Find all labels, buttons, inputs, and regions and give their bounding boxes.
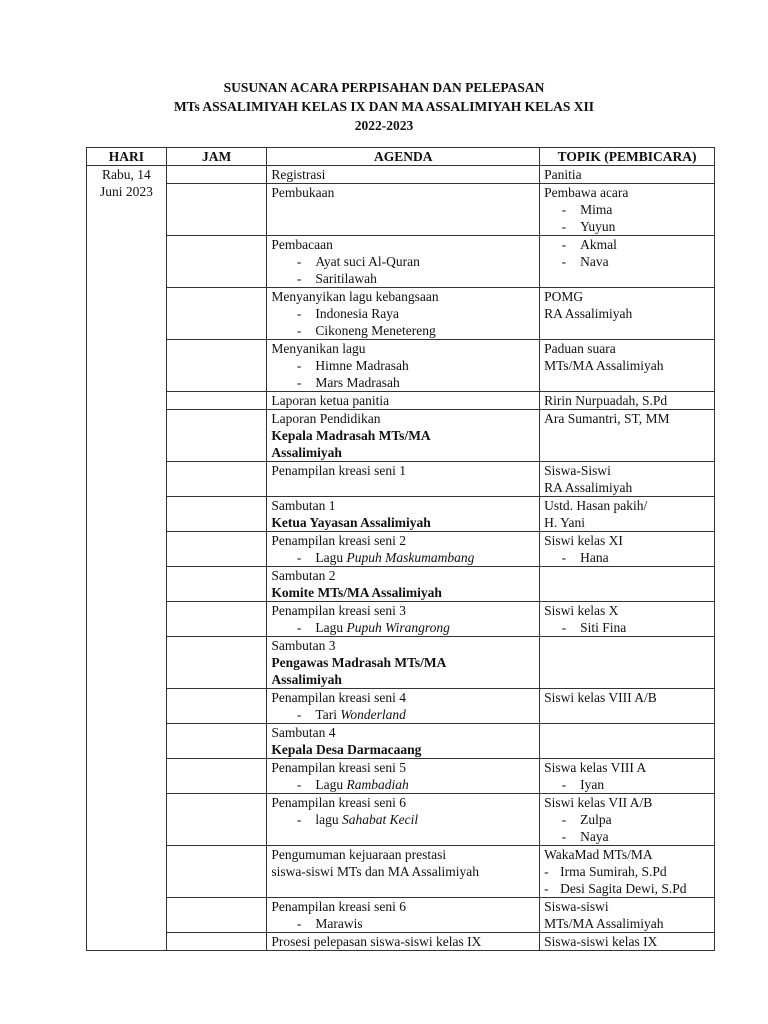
- header-agenda: AGENDA: [267, 148, 540, 166]
- table-row: [87, 724, 715, 759]
- dash-bullet: -: [561, 202, 567, 217]
- topik-text-2: MTs/MA Assalimiyah: [544, 916, 664, 931]
- jam-cell: [166, 462, 267, 497]
- agenda-text: Penampilan kreasi seni 6: [271, 795, 407, 810]
- topik-text: Siswi kelas VIII A/B: [544, 690, 657, 705]
- topik-sub-item: [544, 811, 710, 828]
- agenda-cell: [267, 166, 540, 184]
- topik-text: Siswa kelas VIII A: [544, 760, 647, 775]
- agenda-cell: [267, 602, 540, 637]
- jam-cell: [166, 236, 267, 288]
- table-row: [87, 759, 715, 794]
- dash-bullet: -: [296, 271, 302, 286]
- table-row: [87, 288, 715, 340]
- jam-cell: [166, 410, 267, 462]
- dash-bullet: -: [296, 812, 302, 827]
- agenda-bold-text: Pengawas Madrasah MTs/MA: [271, 655, 447, 670]
- jam-cell: [166, 392, 267, 410]
- dash-bullet: -: [561, 777, 567, 792]
- hari-line-1: Rabu, 14: [102, 167, 151, 182]
- topik-sub-text: Naya: [580, 829, 609, 844]
- agenda-text: Penampilan kreasi seni 6: [271, 899, 407, 914]
- agenda-sub-item: [271, 270, 535, 287]
- agenda-sub-item: [271, 357, 535, 374]
- jam-cell: [166, 724, 267, 759]
- jam-cell: [166, 794, 267, 846]
- agenda-cell: [267, 497, 540, 532]
- topik-sub-text: Iyan: [580, 777, 605, 792]
- topik-text: Siswi kelas VII A/B: [544, 795, 653, 810]
- dash-bullet: -: [296, 620, 302, 635]
- agenda-cell: [267, 462, 540, 497]
- agenda-cell: [267, 410, 540, 462]
- jam-cell: [166, 288, 267, 340]
- topik-sub-item: [544, 253, 710, 270]
- table-row: [87, 602, 715, 637]
- agenda-text-2: siswa-siswi MTs dan MA Assalimiyah: [271, 864, 479, 879]
- header-topik: TOPIK (PEMBICARA): [540, 148, 715, 166]
- agenda-text: Menyanyikan lagu kebangsaan: [271, 289, 439, 304]
- table-header-row: [87, 148, 715, 166]
- topik-cell: [540, 933, 715, 951]
- agenda-sub-item: [271, 776, 535, 793]
- agenda-text: Pembukaan: [271, 185, 335, 200]
- topik-text: POMG: [544, 289, 584, 304]
- topik-cell: [540, 497, 715, 532]
- agenda-cell: [267, 846, 540, 898]
- agenda-cell: [267, 637, 540, 689]
- topik-text: Panitia: [544, 167, 582, 182]
- agenda-bold-text-2: Assalimiyah: [271, 445, 342, 460]
- dash-bullet: -: [296, 306, 302, 321]
- topik-cell: [540, 288, 715, 340]
- agenda-text: Penampilan kreasi seni 5: [271, 760, 407, 775]
- topik-sub-item: [544, 201, 710, 218]
- agenda-sub-item: [271, 811, 535, 828]
- agenda-sub-text: Tari: [315, 707, 337, 722]
- topik-text: Siswi kelas X: [544, 603, 619, 618]
- jam-cell: [166, 497, 267, 532]
- dash-bullet: -: [561, 254, 567, 269]
- dash-bullet: -: [561, 219, 567, 234]
- jam-cell: [166, 184, 267, 236]
- agenda-text: Menyanikan lagu: [271, 341, 366, 356]
- agenda-sub-item: [271, 374, 535, 391]
- topik-sub-item: [544, 828, 710, 845]
- topik-text: Ririn Nurpuadah, S.Pd: [544, 393, 668, 408]
- topik-text-2: RA Assalimiyah: [544, 480, 633, 495]
- agenda-sub-italic: Sahabat Kecil: [342, 812, 419, 827]
- jam-cell: [166, 689, 267, 724]
- agenda-sub-item: [271, 253, 535, 270]
- agenda-bold-text: Kepala Desa Darmacaang: [271, 742, 422, 757]
- agenda-text: Prosesi pelepasan siswa-siswi kelas IX: [271, 934, 482, 949]
- agenda-sub-text: Lagu: [315, 620, 344, 635]
- topik-cell: [540, 724, 715, 759]
- agenda-cell: [267, 236, 540, 288]
- topik-cell: [540, 184, 715, 236]
- topik-sub-item: [544, 776, 710, 793]
- agenda-text: Pengumuman kejuaraan prestasi: [271, 847, 447, 862]
- topik-text: Siswa-siswi kelas IX: [544, 934, 658, 949]
- agenda-cell: [267, 567, 540, 602]
- topik-cell: [540, 340, 715, 392]
- table-row: [87, 236, 715, 288]
- topik-text: WakaMad MTs/MA: [544, 847, 653, 862]
- dash-bullet: -: [296, 916, 302, 931]
- topik-sub-item: [544, 880, 710, 897]
- topik-text: Siswi kelas XI: [544, 533, 623, 548]
- topik-sub-text: Desi Sagita Dewi, S.Pd: [560, 881, 687, 896]
- agenda-sub-item: [271, 549, 535, 566]
- agenda-bold-text: Kepala Madrasah MTs/MA: [271, 428, 431, 443]
- jam-cell: [166, 340, 267, 392]
- agenda-bold-text-2: Assalimiyah: [271, 672, 342, 687]
- topik-cell: [540, 898, 715, 933]
- agenda-sub-italic: Wonderland: [340, 707, 406, 722]
- topik-sub-text: Siti Fina: [580, 620, 627, 635]
- dash-bullet: -: [544, 881, 549, 896]
- topik-sub-text: Nava: [580, 254, 609, 269]
- topik-sub-item: [544, 863, 710, 880]
- agenda-table: [86, 147, 715, 951]
- agenda-bold-text: Komite MTs/MA Assalimiyah: [271, 585, 442, 600]
- hari-cell: [87, 166, 167, 951]
- agenda-sub-item: [271, 305, 535, 322]
- table-row: [87, 184, 715, 236]
- agenda-text: Sambutan 4: [271, 725, 336, 740]
- dash-bullet: -: [561, 550, 567, 565]
- agenda-text: Sambutan 1: [271, 498, 336, 513]
- topik-text: Ara Sumantri, ST, MM: [544, 411, 670, 426]
- table-row: [87, 497, 715, 532]
- dash-bullet: -: [296, 358, 302, 373]
- agenda-sub-text: Himne Madrasah: [315, 358, 409, 373]
- topik-cell: [540, 166, 715, 184]
- jam-cell: [166, 898, 267, 933]
- agenda-cell: [267, 392, 540, 410]
- table-row: [87, 846, 715, 898]
- jam-cell: [166, 602, 267, 637]
- topik-sub-text: Irma Sumirah, S.Pd: [560, 864, 667, 879]
- dash-bullet: -: [296, 550, 302, 565]
- jam-cell: [166, 166, 267, 184]
- agenda-sub-text: lagu: [315, 812, 339, 827]
- agenda-text: Penampilan kreasi seni 2: [271, 533, 407, 548]
- dash-bullet: -: [561, 812, 567, 827]
- table-row: [87, 532, 715, 567]
- jam-cell: [166, 532, 267, 567]
- agenda-sub-italic: Pupuh Maskumambang: [346, 550, 475, 565]
- dash-bullet: -: [561, 829, 567, 844]
- agenda-cell: [267, 184, 540, 236]
- dash-bullet: -: [296, 777, 302, 792]
- agenda-text: Penampilan kreasi seni 3: [271, 603, 407, 618]
- dash-bullet: -: [561, 620, 567, 635]
- agenda-text: Laporan ketua panitia: [271, 393, 390, 408]
- topik-sub-text: Zulpa: [580, 812, 612, 827]
- topik-sub-text: Mima: [580, 202, 613, 217]
- topik-sub-item: [544, 236, 710, 253]
- topik-sub-item: [544, 619, 710, 636]
- agenda-text: Sambutan 3: [271, 638, 336, 653]
- topik-cell: [540, 637, 715, 689]
- agenda-sub-italic: Rambadiah: [346, 777, 409, 792]
- dash-bullet: -: [296, 707, 302, 722]
- topik-cell: [540, 532, 715, 567]
- table-row: [87, 933, 715, 951]
- agenda-text: Penampilan kreasi seni 1: [271, 463, 407, 478]
- agenda-sub-text: Mars Madrasah: [315, 375, 400, 390]
- topik-cell: [540, 236, 715, 288]
- agenda-sub-item: [271, 322, 535, 339]
- dash-bullet: -: [296, 254, 302, 269]
- table-row: [87, 340, 715, 392]
- agenda-cell: [267, 794, 540, 846]
- agenda-sub-italic: Pupuh Wirangrong: [346, 620, 450, 635]
- agenda-text: Laporan Pendidikan: [271, 411, 381, 426]
- topik-text: Siswa-siswi: [544, 899, 609, 914]
- table-row: [87, 689, 715, 724]
- topik-cell: [540, 392, 715, 410]
- table-row: [87, 392, 715, 410]
- agenda-sub-item: [271, 706, 535, 723]
- topik-cell: [540, 846, 715, 898]
- topik-sub-item: [544, 549, 710, 566]
- title-line-1: SUSUNAN ACARA PERPISAHAN DAN PELEPASAN: [223, 80, 545, 95]
- topik-text: Pembawa acara: [544, 185, 629, 200]
- topik-cell: [540, 410, 715, 462]
- table-row: [87, 898, 715, 933]
- agenda-cell: [267, 340, 540, 392]
- topik-cell: [540, 794, 715, 846]
- jam-cell: [166, 759, 267, 794]
- agenda-cell: [267, 933, 540, 951]
- hari-line-2: Juni 2023: [99, 184, 153, 199]
- topik-text: Siswa-Siswi: [544, 463, 611, 478]
- table-row: [87, 637, 715, 689]
- topik-text-2: H. Yani: [544, 515, 585, 530]
- title-line-3: 2022-2023: [354, 118, 414, 133]
- topik-sub-text: Hana: [580, 550, 609, 565]
- agenda-bold-text: Ketua Yayasan Assalimiyah: [271, 515, 431, 530]
- table-row: [87, 567, 715, 602]
- agenda-sub-item: [271, 619, 535, 636]
- agenda-cell: [267, 759, 540, 794]
- dash-bullet: -: [544, 864, 549, 879]
- agenda-sub-text: Saritilawah: [315, 271, 377, 286]
- agenda-sub-text: Lagu: [315, 777, 344, 792]
- jam-cell: [166, 637, 267, 689]
- header-hari: HARI: [87, 148, 167, 166]
- topik-text: Paduan suara: [544, 341, 616, 356]
- dash-bullet: -: [296, 375, 302, 390]
- table-row: [87, 410, 715, 462]
- topik-cell: [540, 759, 715, 794]
- jam-cell: [166, 933, 267, 951]
- topik-cell: [540, 602, 715, 637]
- topik-cell: [540, 689, 715, 724]
- topik-cell: [540, 462, 715, 497]
- table-row: [87, 794, 715, 846]
- topik-text-2: RA Assalimiyah: [544, 306, 633, 321]
- dash-bullet: -: [296, 323, 302, 338]
- topik-cell: [540, 567, 715, 602]
- document-title: [0, 78, 768, 135]
- jam-cell: [166, 567, 267, 602]
- agenda-cell: [267, 689, 540, 724]
- header-jam: JAM: [166, 148, 267, 166]
- topik-sub-item: [544, 218, 710, 235]
- topik-sub-text: Yuyun: [580, 219, 616, 234]
- agenda-sub-item: [271, 915, 535, 932]
- agenda-sub-text: Cikoneng Menetereng: [315, 323, 436, 338]
- agenda-sub-text: Ayat suci Al-Quran: [315, 254, 420, 269]
- topik-sub-text: Akmal: [580, 237, 617, 252]
- agenda-sub-text: Marawis: [315, 916, 363, 931]
- agenda-sub-text: Indonesia Raya: [315, 306, 400, 321]
- table-row: [87, 166, 715, 184]
- jam-cell: [166, 846, 267, 898]
- dash-bullet: -: [561, 237, 567, 252]
- agenda-text: Registrasi: [271, 167, 326, 182]
- agenda-text: Sambutan 2: [271, 568, 336, 583]
- agenda-cell: [267, 532, 540, 567]
- agenda-text: Pembacaan: [271, 237, 333, 252]
- topik-text-2: MTs/MA Assalimiyah: [544, 358, 664, 373]
- table-row: [87, 462, 715, 497]
- topik-text: Ustd. Hasan pakih/: [544, 498, 648, 513]
- agenda-cell: [267, 288, 540, 340]
- agenda-cell: [267, 898, 540, 933]
- agenda-cell: [267, 724, 540, 759]
- agenda-sub-text: Lagu: [315, 550, 344, 565]
- title-line-2: MTs ASSALIMIYAH KELAS IX DAN MA ASSALIMIYAH KELAS XII: [173, 99, 595, 114]
- agenda-text: Penampilan kreasi seni 4: [271, 690, 407, 705]
